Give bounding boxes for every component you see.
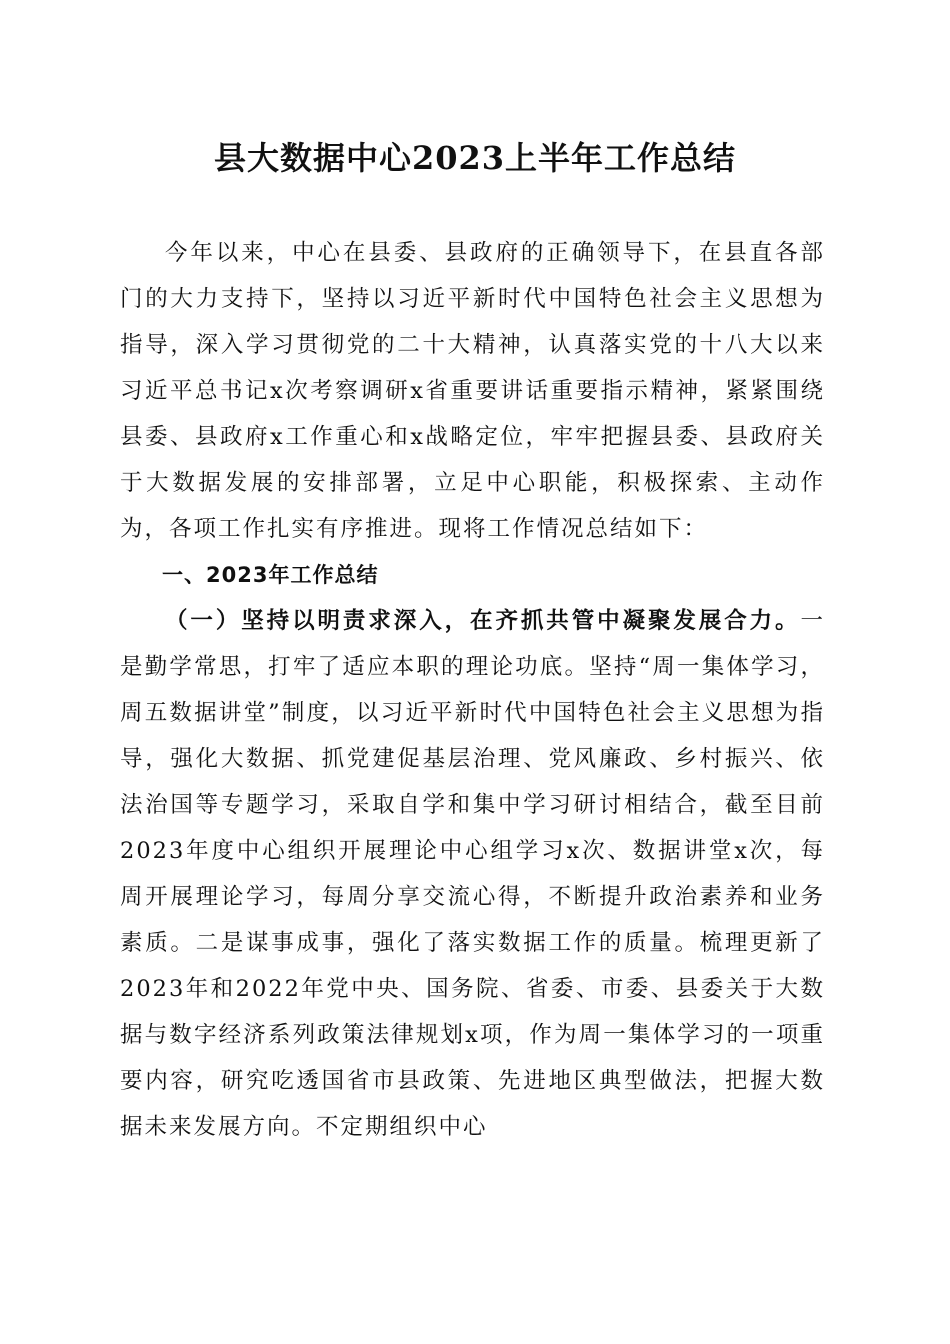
subsection-paragraph <box>120 598 825 1150</box>
document-body <box>120 230 825 1150</box>
subsection-heading: （一）坚持以明责求深入，在齐抓共管中凝聚发展合力。 <box>165 608 801 634</box>
section-heading: 一、2023年工作总结 <box>162 563 379 587</box>
subsection-body: 一是勤学常思，打牢了适应本职的理论功底。坚持“周一集体学习，周五数据讲堂”制度，以习近平新时代中国特色社会主义思想为指导，强化大数据、抓党建促基层治理、党风廉政、乡村振兴、依法治国等专题学习，采取自学和集中学习研讨相结合，截至目前2023年度中心组织开展理论中心组学习x次、数据讲堂x次，每周开展理论学习，每周分享交流心得，不断提升政治素养和业务素质。二是谋事成事，强化了落实数据工作的质量。梳理更新了2023年和2022年党中央、国务院、省委、市委、县委关于大数据与数字经济系列政策法律规划x项，作为周一集体学习的一项重要内容，研究吃透国省市县政策、先进地区典型做法，把握大数据未来发展方向。不定期组织中心 <box>120 608 825 1140</box>
document-title: 县大数据中心2023上半年工作总结 <box>213 139 737 177</box>
intro-paragraph: 今年以来，中心在县委、县政府的正确领导下，在县直各部门的大力支持下，坚持以习近平新时代中国特色社会主义思想为指导，深入学习贯彻党的二十大精神，认真落实党的十八大以来习近平总书记x次考察调研x省重要讲话重要指示精神，紧紧围绕县委、县政府x工作重心和x战略定位，牢牢把握县委、县政府关于大数据发展的安排部署，立足中心职能，积极探索、主动作为，各项工作扎实有序推进。现将工作情况总结如下： <box>120 240 825 542</box>
